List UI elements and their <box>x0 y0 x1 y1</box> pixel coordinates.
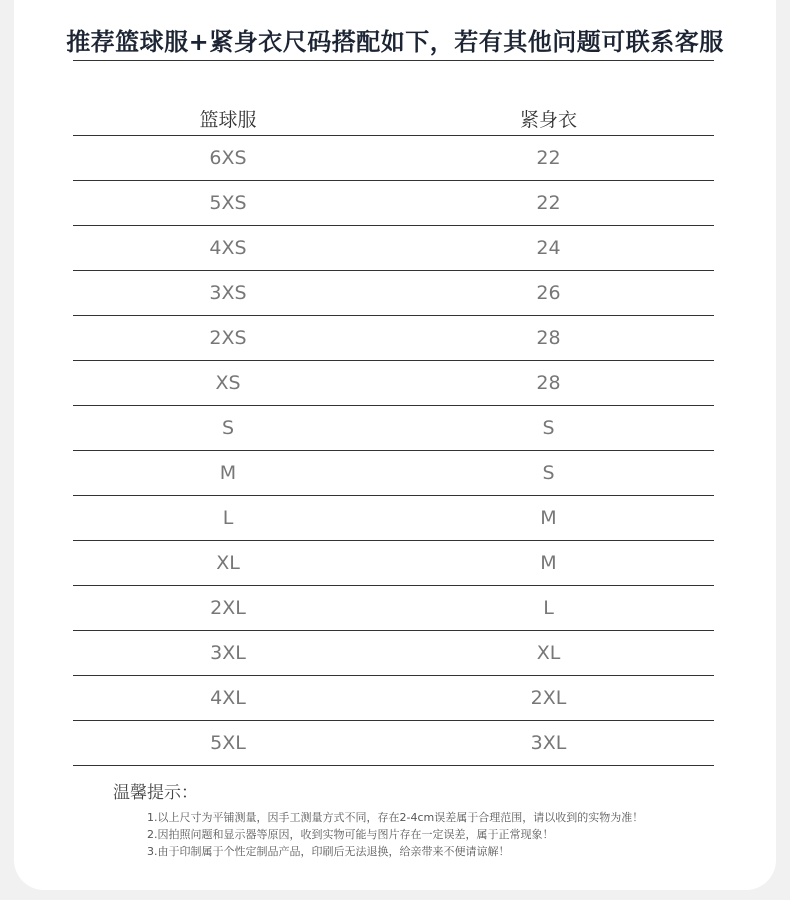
table-row <box>73 586 714 631</box>
compression-size-cell: 22 <box>536 192 561 214</box>
compression-size-cell: L <box>543 597 554 619</box>
jersey-size-cell: 5XS <box>209 192 247 214</box>
table-row <box>73 676 714 721</box>
jersey-size-cell: M <box>219 462 237 484</box>
column-header-basketball-jersey: 篮球服 <box>199 109 257 131</box>
table-row <box>73 721 714 766</box>
table-row <box>73 316 714 361</box>
table-row <box>73 361 714 406</box>
jersey-size-cell: 3XL <box>210 642 246 664</box>
size-table <box>73 103 714 766</box>
tip-item: 3.由于印制属于个性定制品产品，印刷后无法退换，给亲带来不便请谅解！ <box>147 845 510 858</box>
compression-size-cell: S <box>542 462 555 484</box>
jersey-size-cell: 2XL <box>210 597 246 619</box>
page-title: 推荐篮球服+紧身衣尺码搭配如下，若有其他问题可联系客服 <box>66 28 724 56</box>
compression-size-cell: XL <box>536 642 561 664</box>
jersey-size-cell: 4XL <box>210 687 246 709</box>
jersey-size-cell: 6XS <box>209 147 247 169</box>
jersey-size-cell: 3XS <box>209 282 247 304</box>
table-row <box>73 451 714 496</box>
tip-item: 1.以上尺寸为平铺测量，因手工测量方式不同，存在2-4cm误差属于合理范围，请以收到的实物为准！ <box>147 811 644 824</box>
column-header-compression-shirt: 紧身衣 <box>519 109 577 131</box>
compression-size-cell: S <box>542 417 555 439</box>
jersey-size-cell: XS <box>215 372 241 394</box>
compression-size-cell: 22 <box>536 147 561 169</box>
compression-size-cell: 24 <box>536 237 561 259</box>
jersey-size-cell: 5XL <box>210 732 246 754</box>
compression-size-cell: M <box>540 507 557 529</box>
table-header <box>73 103 714 136</box>
jersey-size-cell: 2XS <box>209 327 247 349</box>
table-row <box>73 541 714 586</box>
tips-heading: 温馨提示： <box>113 783 198 803</box>
jersey-size-cell: L <box>222 507 234 529</box>
compression-size-cell: 28 <box>536 372 561 394</box>
table-row <box>73 496 714 541</box>
table-row <box>73 136 714 181</box>
jersey-size-cell: 4XS <box>209 237 247 259</box>
table-row <box>73 181 714 226</box>
tip-item: 2.因拍照问题和显示器等原因，收到实物可能与图片存在一定误差，属于正常现象！ <box>147 828 554 841</box>
table-row <box>73 271 714 316</box>
table-row <box>73 406 714 451</box>
compression-size-cell: 26 <box>536 282 561 304</box>
tips-list <box>147 809 747 860</box>
table-row <box>73 631 714 676</box>
compression-size-cell: 3XL <box>530 732 567 754</box>
compression-size-cell: M <box>540 552 557 574</box>
jersey-size-cell: XL <box>216 552 240 574</box>
compression-size-cell: 2XL <box>530 687 567 709</box>
table-row <box>73 226 714 271</box>
title-divider <box>73 60 714 61</box>
jersey-size-cell: S <box>221 417 235 439</box>
compression-size-cell: 28 <box>536 327 561 349</box>
